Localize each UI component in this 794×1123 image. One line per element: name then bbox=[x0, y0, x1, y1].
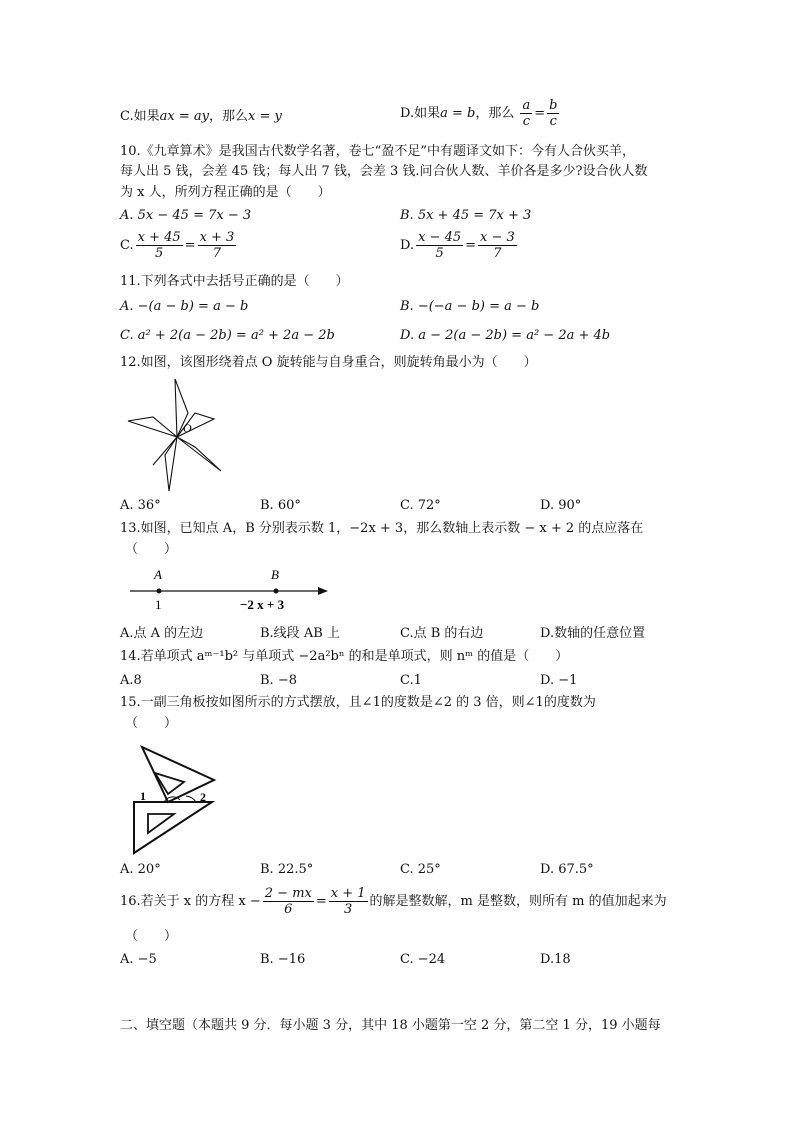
q11-stem: 11.下列各式中去括号正确的是（ ） bbox=[120, 274, 349, 289]
q13-option-b: B.线段 AB 上 bbox=[260, 626, 340, 641]
q10-line2: 每人出 5 钱，会差 45 钱；每人出 7 钱，会差 3 钱.问合伙人数、羊价各是多少?设合伙人数 bbox=[120, 164, 648, 179]
q13-label-a: A bbox=[154, 567, 162, 582]
q10-option-d: D. $\frac{x - 45}{5}$ = $\frac{x - 3}{7}$ bbox=[400, 230, 515, 261]
q12-option-a: A. 36° bbox=[120, 498, 161, 513]
q11-option-a: A. −(a − b) = a − b bbox=[120, 299, 249, 314]
q13-label-b: B bbox=[271, 567, 279, 582]
q16-option-d: D.18 bbox=[540, 952, 571, 967]
q14-option-c: C.1 bbox=[400, 673, 422, 688]
q12-option-d: D. 90° bbox=[540, 498, 582, 513]
q12-point-o-label: O bbox=[183, 421, 192, 435]
q10-option-a: A. 5x − 45 = 7x − 3 bbox=[120, 208, 252, 223]
q9-option-c: C.如果ax = ay，那么x = y bbox=[120, 109, 282, 124]
q15-option-a: A. 20° bbox=[120, 862, 161, 877]
q13-point-a bbox=[157, 589, 162, 594]
q13-option-a: A.点 A 的左边 bbox=[120, 626, 204, 641]
q10-option-c: C. $\frac{x + 45}{5}$ = $\frac{x + 3}{7}$ bbox=[120, 230, 235, 261]
q11-option-d: D. a − 2(a − 2b) = a² − 2a + 4b bbox=[400, 328, 611, 343]
q14-option-b: B. −8 bbox=[260, 673, 297, 688]
q16-stem: 16.若关于 x 的方程 x − $\frac{2 - mx}{6}$ = $\frac{x + 1}{3}$ 的解是整数解，m 是整数，则所有 m 的值加起来为 bbox=[120, 886, 667, 917]
q16-option-a: A. −5 bbox=[120, 952, 157, 967]
q9-option-d: D.如果a = b，那么 $\frac{a}{c}$ = $\frac{b}{c}$ bbox=[400, 98, 558, 129]
q13-number-line bbox=[128, 564, 338, 614]
q16-stem-line2: （ ） bbox=[125, 929, 178, 944]
q15-triangle-figure bbox=[132, 738, 242, 858]
q13-stem-line1: 13.如图，已知点 A，B 分别表示数 1，−2x + 3，那么数轴上表示数 − x + 2 的点应落在 bbox=[120, 521, 644, 536]
q15-stem-line2: （ ） bbox=[125, 716, 178, 731]
section2-heading: 二、填空题（本题共 9 分．每小题 3 分，其中 18 小题第一空 2 分，第二空 1 分，19 小题每 bbox=[120, 1018, 661, 1033]
q12-star-figure bbox=[125, 375, 225, 495]
q13-point-b bbox=[274, 589, 279, 594]
q11-option-c: C. a² + 2(a − 2b) = a² + 2a − 2b bbox=[120, 328, 335, 343]
q12-option-b: B. 60° bbox=[260, 498, 301, 513]
q13-option-c: C.点 B 的右边 bbox=[400, 626, 484, 641]
q15-option-d: D. 67.5° bbox=[540, 862, 594, 877]
q15-angle-1-label: 1 bbox=[140, 789, 146, 803]
q14-option-d: D. −1 bbox=[540, 673, 578, 688]
q12-option-c: C. 72° bbox=[400, 498, 441, 513]
q16-option-b: B. −16 bbox=[260, 952, 306, 967]
q13-value-a: 1 bbox=[155, 597, 162, 612]
q13-stem-line2: （ ） bbox=[125, 542, 178, 557]
q13-value-b: −2 x + 3 bbox=[240, 597, 285, 612]
q11-option-b: B. −(−a − b) = a − b bbox=[400, 299, 540, 314]
q15-stem-line1: 15.一副三角板按如图所示的方式摆放，且∠1的度数是∠2 的 3 倍，则∠1的度数为 bbox=[120, 695, 596, 710]
q15-angle-2-label: 2 bbox=[200, 790, 206, 804]
q15-option-b: B. 22.5° bbox=[260, 862, 314, 877]
q10-option-b: B. 5x + 45 = 7x + 3 bbox=[400, 208, 532, 223]
q12-stem: 12.如图，该图形绕着点 O 旋转能与自身重合，则旋转角最小为（ ） bbox=[120, 355, 537, 370]
q13-option-d: D.数轴的任意位置 bbox=[540, 626, 646, 641]
q16-option-c: C. −24 bbox=[400, 952, 446, 967]
q14-option-a: A.8 bbox=[120, 673, 142, 688]
q15-option-c: C. 25° bbox=[400, 862, 441, 877]
q10-line3: 为 x 人，所列方程正确的是（ ） bbox=[120, 185, 331, 200]
q10-line1: 10.《九章算术》是我国古代数学名著，卷七“盈不足”中有题译文如下：今有人合伙买羊， bbox=[120, 144, 635, 159]
q14-stem: 14.若单项式 aᵐ⁻¹b² 与单项式 −2a²bⁿ 的和是单项式，则 nᵐ 的值是（ ） bbox=[120, 649, 569, 664]
